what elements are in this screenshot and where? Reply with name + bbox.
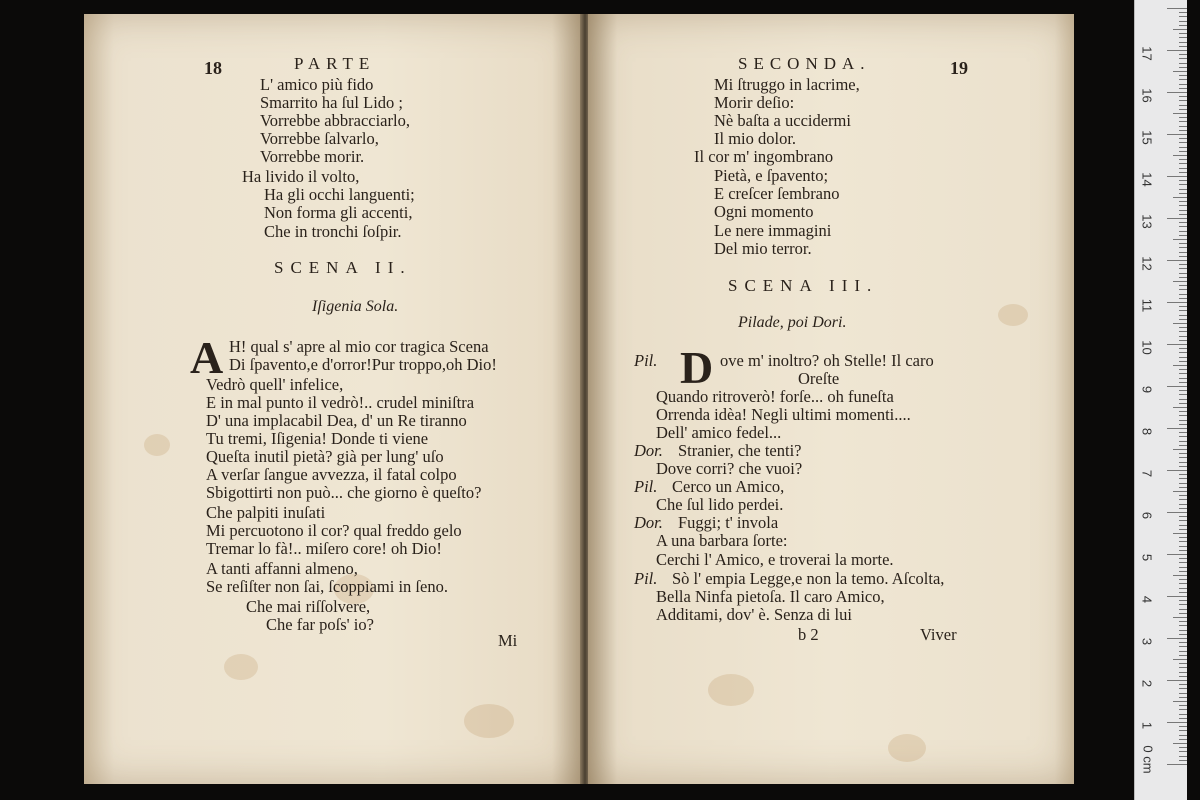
ruler-tick: [1179, 525, 1187, 526]
ruler-tick: [1179, 352, 1187, 353]
ruler-number: 12: [1139, 256, 1155, 271]
ruler-tick: [1179, 483, 1187, 484]
ruler-tick: [1179, 117, 1187, 118]
ruler-tick: [1173, 575, 1187, 576]
ruler-tick: [1173, 239, 1187, 240]
ruler-tick: [1179, 411, 1187, 412]
ruler-number: 16: [1139, 88, 1155, 103]
ruler-tick: [1179, 378, 1187, 379]
ruler-tick: [1179, 537, 1187, 538]
ruler-tick: [1179, 243, 1187, 244]
ruler-tick: [1179, 583, 1187, 584]
verse-line: L' amico più fido: [260, 75, 374, 94]
prose-line: H! qual s' apre al mio cor tragica Scena: [229, 337, 489, 356]
ruler-tick: [1179, 310, 1187, 311]
ruler-tick: [1179, 126, 1187, 127]
ruler-tick: [1179, 726, 1187, 727]
ruler-tick: [1179, 441, 1187, 442]
ruler-tick: [1179, 168, 1187, 169]
ruler-tick: [1167, 428, 1187, 429]
running-head-right: SECONDA.: [738, 54, 871, 73]
ruler-tick: [1179, 630, 1187, 631]
ruler-tick: [1179, 235, 1187, 236]
ruler-tick: [1179, 319, 1187, 320]
ruler-tick: [1179, 130, 1187, 131]
ruler-tick: [1179, 277, 1187, 278]
ruler-tick: [1179, 16, 1187, 17]
ruler-tick: [1179, 96, 1187, 97]
ruler-tick: [1179, 621, 1187, 622]
ruler-tick: [1179, 541, 1187, 542]
page-number-right: 19: [950, 58, 968, 78]
ruler-tick: [1179, 462, 1187, 463]
verse-line: Ogni momento: [714, 202, 814, 221]
ruler-tick: [1179, 474, 1187, 475]
ruler-tick: [1173, 197, 1187, 198]
page-number-left: 18: [204, 58, 222, 78]
ruler-tick: [1173, 617, 1187, 618]
ruler-tick: [1179, 63, 1187, 64]
dialogue-line: Bella Ninfa pietoſa. Il caro Amico,: [656, 587, 885, 606]
ruler-tick: [1179, 495, 1187, 496]
ruler-tick: [1179, 252, 1187, 253]
drop-cap-right: D: [680, 342, 714, 393]
ruler-number: 10: [1139, 340, 1155, 355]
verse-line: Il cor m' ingombrano: [694, 147, 834, 166]
ruler-tick: [1179, 579, 1187, 580]
ruler-tick: [1179, 193, 1187, 194]
ruler-tick: [1179, 445, 1187, 446]
verse-line: Che in tronchi ſoſpir.: [264, 222, 402, 241]
prose-line: Che mai riſſolvere,: [246, 597, 371, 616]
dialogue-line: ove m' inoltro? oh Stelle! Il caro: [720, 351, 934, 370]
ruler-tick: [1173, 323, 1187, 324]
ruler-tick: [1179, 205, 1187, 206]
ruler-tick: [1179, 697, 1187, 698]
ruler-tick: [1179, 201, 1187, 202]
prose-line: Se reſiſter non ſai, ſcoppiami in ſeno.: [206, 577, 448, 596]
ruler-unit-label: 0 cm: [1140, 745, 1156, 774]
verse-line: Ha gli occhi languenti;: [264, 185, 415, 204]
ruler-tick: [1173, 155, 1187, 156]
ruler-number: 14: [1139, 172, 1155, 187]
ruler-tick: [1179, 142, 1187, 143]
ruler-tick: [1173, 659, 1187, 660]
ruler-tick: [1179, 567, 1187, 568]
ruler-tick: [1179, 33, 1187, 34]
verse-line: Vorrebbe ſalvarlo,: [260, 129, 379, 148]
running-head-left: PARTE: [294, 54, 376, 73]
drop-cap-left: A: [190, 332, 224, 383]
verse-line: Vorrebbe morir.: [260, 147, 365, 166]
ruler-tick: [1179, 403, 1187, 404]
ruler-tick: [1179, 592, 1187, 593]
ruler-tick: [1179, 315, 1187, 316]
ruler-number: 8: [1139, 427, 1155, 436]
ruler-tick: [1167, 50, 1187, 51]
ruler-tick: [1167, 92, 1187, 93]
dialogue-line: Sò l' empia Legge,e non la temo. Aſcolta,: [672, 569, 945, 588]
left-page: [84, 14, 582, 784]
ruler-tick: [1179, 756, 1187, 757]
prose-line: A tanti affanni almeno,: [206, 559, 358, 578]
ruler-tick: [1167, 680, 1187, 681]
ruler-tick: [1167, 134, 1187, 135]
prose-line: Mi percuotono il cor? qual freddo gelo: [206, 521, 462, 540]
dialogue-line: A una barbara ſorte:: [656, 531, 788, 550]
ruler-tick: [1179, 478, 1187, 479]
ruler-tick: [1179, 361, 1187, 362]
verse-line: Le nere immagini: [714, 221, 832, 240]
ruler-tick: [1179, 37, 1187, 38]
signature-mark: b 2: [798, 625, 819, 644]
ruler-tick: [1179, 516, 1187, 517]
dialogue-line: Cerco un Amico,: [672, 477, 785, 496]
ruler-tick: [1179, 625, 1187, 626]
ruler-tick: [1179, 369, 1187, 370]
ruler-tick: [1167, 596, 1187, 597]
ruler-tick: [1179, 714, 1187, 715]
ruler-tick: [1167, 344, 1187, 345]
ruler-tick: [1179, 100, 1187, 101]
ruler-tick: [1179, 751, 1187, 752]
ruler-tick: [1179, 466, 1187, 467]
ruler-tick: [1179, 394, 1187, 395]
ruler-tick: [1179, 588, 1187, 589]
dialogue-line: Che ſul lido perdei.: [656, 495, 784, 514]
ruler-tick: [1179, 688, 1187, 689]
measuring-ruler: [1134, 0, 1187, 800]
ruler-tick: [1179, 79, 1187, 80]
ruler-tick: [1173, 29, 1187, 30]
verse-line: Il mio dolor.: [714, 129, 797, 148]
ruler-number: 4: [1139, 595, 1155, 604]
ruler-tick: [1179, 75, 1187, 76]
ruler-tick: [1179, 306, 1187, 307]
dialogue-line: Oreſte: [798, 369, 840, 388]
ruler-tick: [1179, 331, 1187, 332]
ruler-tick: [1179, 46, 1187, 47]
right-page: [588, 14, 1074, 784]
ruler-tick: [1179, 424, 1187, 425]
ruler-tick: [1179, 226, 1187, 227]
ruler-tick: [1179, 667, 1187, 668]
ruler-tick: [1167, 554, 1187, 555]
ruler-tick: [1179, 604, 1187, 605]
ruler-tick: [1167, 8, 1187, 9]
ruler-tick: [1179, 54, 1187, 55]
ruler-tick: [1179, 609, 1187, 610]
ruler-tick: [1179, 735, 1187, 736]
prose-line: Tremar lo fà!.. miſero core! oh Dio!: [206, 539, 442, 558]
ruler-tick: [1179, 151, 1187, 152]
ruler-tick: [1179, 672, 1187, 673]
ruler-tick: [1179, 327, 1187, 328]
ruler-tick: [1167, 512, 1187, 513]
ruler-tick: [1179, 189, 1187, 190]
ruler-number: 3: [1139, 637, 1155, 646]
ruler-tick: [1167, 638, 1187, 639]
ruler-tick: [1179, 147, 1187, 148]
ruler-tick: [1179, 214, 1187, 215]
prose-line: Di ſpavento,e d'orror!Pur troppo,oh Dio!: [229, 355, 497, 374]
verse-line: Ha livido il volto,: [242, 167, 360, 186]
ruler-number: 7: [1139, 469, 1155, 478]
ruler-tick: [1179, 415, 1187, 416]
ruler-tick: [1179, 159, 1187, 160]
catchword-right: Viver: [920, 625, 957, 644]
ruler-tick: [1179, 642, 1187, 643]
dialogue-line: Additami, dov' è. Senza di lui: [656, 605, 852, 624]
ruler-tick: [1179, 760, 1187, 761]
ruler-tick: [1179, 121, 1187, 122]
ruler-tick: [1179, 42, 1187, 43]
ruler-tick: [1167, 176, 1187, 177]
ruler-tick: [1179, 105, 1187, 106]
ruler-tick: [1173, 281, 1187, 282]
ruler-number: 17: [1139, 46, 1155, 61]
ruler-tick: [1179, 247, 1187, 248]
ruler-tick: [1179, 84, 1187, 85]
ruler-tick: [1179, 285, 1187, 286]
ruler-tick: [1179, 298, 1187, 299]
speaker-label: Pil.: [634, 351, 658, 370]
ruler-tick: [1179, 600, 1187, 601]
ruler-tick: [1179, 684, 1187, 685]
ruler-tick: [1179, 558, 1187, 559]
dialogue-line: Dell' amico fedel...: [656, 423, 782, 442]
verse-line: E creſcer ſembrano: [714, 184, 840, 203]
ruler-tick: [1167, 386, 1187, 387]
dialogue-line: Dove corri? che vuoi?: [656, 459, 803, 478]
ruler-number: 1: [1139, 721, 1155, 730]
ruler-tick: [1179, 210, 1187, 211]
ruler-tick: [1167, 722, 1187, 723]
ruler-tick: [1179, 390, 1187, 391]
ruler-tick: [1179, 571, 1187, 572]
ruler-tick: [1179, 693, 1187, 694]
ruler-tick: [1179, 436, 1187, 437]
ruler-tick: [1179, 504, 1187, 505]
ruler-tick: [1179, 487, 1187, 488]
scene-subtitle-right: Pilade, poi Dori.: [738, 314, 847, 331]
ruler-tick: [1179, 651, 1187, 652]
ruler-tick: [1167, 260, 1187, 261]
ruler-tick: [1179, 546, 1187, 547]
ruler-tick: [1179, 382, 1187, 383]
dialogue-line: Fuggi; t' invola: [678, 513, 779, 532]
ruler-tick: [1179, 264, 1187, 265]
ruler-tick: [1179, 373, 1187, 374]
ruler-tick: [1179, 646, 1187, 647]
ruler-tick: [1179, 520, 1187, 521]
open-book: [84, 14, 1074, 784]
prose-line: D' una implacabil Dea, d' un Re tiranno: [206, 411, 467, 430]
ruler-tick: [1179, 709, 1187, 710]
dialogue-line: Quando ritroverò! forſe... oh funeſta: [656, 387, 894, 406]
prose-line: A verſar ſangue avvezza, il fatal colpo: [206, 465, 457, 484]
ruler-tick: [1179, 718, 1187, 719]
verse-line: Del mio terror.: [714, 239, 812, 258]
verse-line: Non forma gli accenti,: [264, 203, 413, 222]
ruler-tick: [1173, 71, 1187, 72]
ruler-tick: [1179, 420, 1187, 421]
ruler-tick: [1179, 676, 1187, 677]
verse-line: Mi ſtruggo in lacrime,: [714, 75, 860, 94]
ruler-tick: [1179, 655, 1187, 656]
prose-line: Che far poſs' io?: [266, 615, 374, 634]
ruler-tick: [1167, 302, 1187, 303]
ruler-tick: [1179, 634, 1187, 635]
ruler-tick: [1179, 294, 1187, 295]
ruler-number: 2: [1139, 679, 1155, 688]
ruler-tick: [1167, 470, 1187, 471]
prose-line: Queſta inutil pietà? già per lung' uſo: [206, 447, 444, 466]
ruler-tick: [1173, 113, 1187, 114]
ruler-tick: [1179, 432, 1187, 433]
verse-line: Pietà, e ſpavento;: [714, 166, 829, 185]
dialogue-line: Stranier, che tenti?: [678, 441, 802, 460]
prose-line: Sbigottirti non può... che giorno è queſto?: [206, 483, 482, 502]
speaker-label: Dor.: [634, 441, 663, 460]
ruler-tick: [1179, 231, 1187, 232]
ruler-tick: [1179, 340, 1187, 341]
ruler-tick: [1179, 453, 1187, 454]
prose-line: Che palpiti inuſati: [206, 503, 326, 522]
ruler-tick: [1179, 562, 1187, 563]
scene-title-right: SCENA III.: [728, 276, 879, 295]
ruler-tick: [1173, 407, 1187, 408]
ruler-tick: [1173, 449, 1187, 450]
ruler-tick: [1179, 273, 1187, 274]
ruler-tick: [1179, 25, 1187, 26]
ruler-tick: [1173, 491, 1187, 492]
ruler-tick: [1179, 550, 1187, 551]
speaker-label: Pil.: [634, 569, 658, 588]
ruler-number: 15: [1139, 130, 1155, 145]
verse-line: Morir deſio:: [714, 93, 795, 112]
ruler-tick: [1179, 256, 1187, 257]
verse-line: Nè baſta a uccidermi: [714, 111, 851, 130]
ruler-number: 11: [1139, 298, 1155, 313]
ruler-tick: [1179, 529, 1187, 530]
ruler-tick: [1179, 399, 1187, 400]
ruler-tick: [1179, 705, 1187, 706]
ruler-tick: [1179, 747, 1187, 748]
ruler-tick: [1173, 533, 1187, 534]
ruler-tick: [1179, 348, 1187, 349]
ruler-number: 13: [1139, 214, 1155, 229]
speaker-label: Pil.: [634, 477, 658, 496]
ruler-tick: [1179, 138, 1187, 139]
prose-line: Vedrò quell' infelice,: [206, 375, 344, 394]
catchword-left: Mi: [498, 631, 518, 650]
ruler-tick: [1179, 499, 1187, 500]
ruler-tick: [1179, 109, 1187, 110]
ruler-tick: [1179, 336, 1187, 337]
ruler-tick: [1173, 743, 1187, 744]
ruler-tick: [1173, 701, 1187, 702]
ruler-number: 9: [1139, 385, 1155, 394]
ruler-tick: [1179, 88, 1187, 89]
ruler-tick: [1179, 613, 1187, 614]
ruler-tick: [1179, 222, 1187, 223]
scene-title-left: SCENA II.: [274, 258, 412, 277]
ruler-tick: [1179, 163, 1187, 164]
ruler-tick: [1179, 730, 1187, 731]
ruler-tick: [1179, 180, 1187, 181]
ruler-tick: [1167, 764, 1187, 765]
ruler-number: 6: [1139, 511, 1155, 520]
verse-line: Vorrebbe abbracciarlo,: [260, 111, 410, 130]
ruler-tick: [1179, 508, 1187, 509]
verse-line: Smarrito ha ſul Lido ;: [260, 93, 403, 112]
ruler-tick: [1179, 12, 1187, 13]
ruler-tick: [1179, 58, 1187, 59]
ruler-tick: [1179, 172, 1187, 173]
dialogue-line: Orrenda idèa! Negli ultimi momenti....: [656, 405, 911, 424]
ruler-tick: [1167, 218, 1187, 219]
prose-line: Tu tremi, Iſigenia! Donde ti viene: [206, 429, 429, 448]
ruler-tick: [1179, 457, 1187, 458]
ruler-tick: [1173, 365, 1187, 366]
ruler-tick: [1179, 357, 1187, 358]
dialogue-line: Cerchi l' Amico, e troverai la morte.: [656, 550, 894, 569]
ruler-tick: [1179, 663, 1187, 664]
scene-subtitle-left: Iſigenia Sola.: [312, 298, 399, 315]
prose-line: E in mal punto il vedrò!.. crudel miniſtra: [206, 393, 475, 412]
ruler-tick: [1179, 67, 1187, 68]
speaker-label: Dor.: [634, 513, 663, 532]
ruler-number: 5: [1139, 553, 1155, 562]
ruler-tick: [1179, 739, 1187, 740]
ruler-tick: [1179, 289, 1187, 290]
ruler-tick: [1179, 268, 1187, 269]
ruler-tick: [1179, 21, 1187, 22]
ruler-tick: [1179, 184, 1187, 185]
